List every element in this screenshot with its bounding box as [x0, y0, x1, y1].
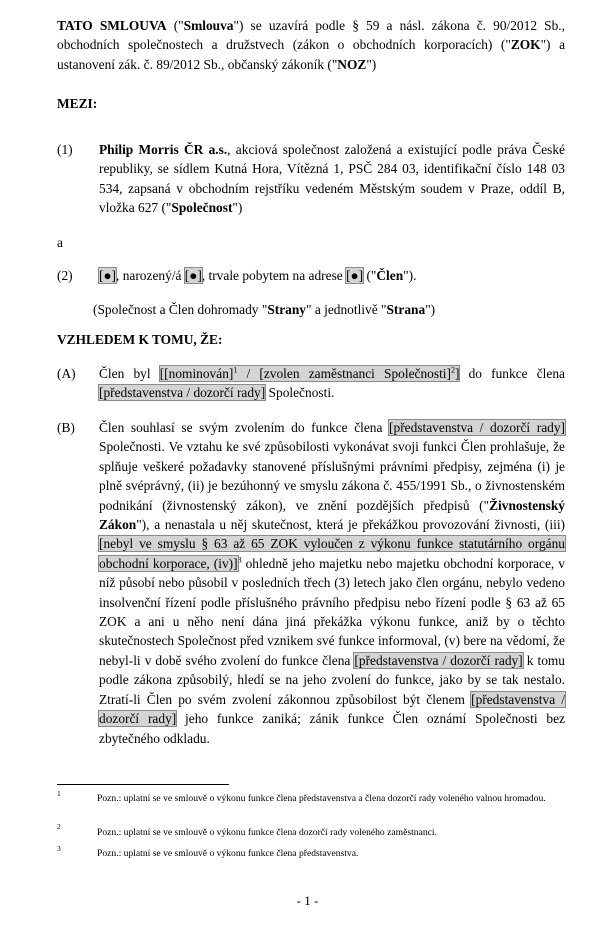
heading-whereas: VZHLEDEM K TOMU, ŽE: [57, 332, 223, 347]
recital-a-number: (A) [57, 366, 76, 381]
option-board-type: [představenstva / dozorčí rady] [354, 652, 523, 668]
footnote-number: 2 [57, 822, 61, 831]
placeholder-address: [●] [346, 268, 364, 283]
recital-b-paragraph: Člen souhlasí se svým zvolením do funkce člena [představenstva / dozorčí rady] Společnosti. Ve vztahu ke své způsobilosti vykonávat svoji funkci Člen prohlašuje, že splňuje veškeré požadavky stanovené příslušnými právními předpisy, zejména (i) je plně svéprávný, (ii) je bezúhonný ve smyslu zákona č. 455/1991 Sb., o živnostenském podnikání (živnostenský zákon), ve znění pozdějších předpisů ("Živnostenský Zákon"), a nenastala u něj skutečnost, která je překážkou provozování živnosti, (iii) [nebyl ve smyslu § 63 až 65 ZOK vyloučen z výkonu funkce statutárního orgánu obchodní korporace, (iv)]$^3$ ohledně jeho majetku nebo majetku obchodní korporace, v níž působí nebo působil v posledních třech (3) letech jako člen orgánu, nebylo vedeno insolvenční řízení podle příslušného právního předpisu nebo řízení podle § 63 až 65 ZOK a ani u něho není dána jiná překážka výkonu funkce, aniž by o těchto skutečnostech Společnost před vznikem své funkce informoval, (v) bere na vědomí, že nebyl-li v době svého zvolení do funkce člena [představenstva / dozorčí rady] k tomu podle zákona způsobilý, hledí se na jeho zvolení do funkce, jako by se tak nestalo. Ztratí-li Člen po svém zvolení zákonnou způsobilost být členem [představenstva / dozorčí rady] jeho funkce zaniká; zánik funkce Člen oznámí Společnosti bez zbytečného odkladu. [99, 420, 566, 746]
placeholder-name: [●] [99, 268, 117, 283]
footnote-ref-1: 1 [233, 365, 238, 375]
footnote-number: 1 [57, 789, 61, 798]
option-board-type: [představenstva / dozorčí rady] [389, 420, 565, 435]
party2-paragraph: [●], narozený/á [●], trvale pobytem na adrese [●] ("Člen"). [99, 268, 417, 283]
party2-number: (2) [57, 268, 73, 283]
defined-term-spolecnost: Společnost [171, 200, 233, 216]
option-board-type: [představenstva / dozorčí rady] [99, 385, 266, 401]
recital-b-number: (B) [57, 420, 75, 435]
option-board-type: [představenstva / dozorčí rady] [99, 691, 566, 727]
footnote-separator [57, 784, 229, 785]
party1-paragraph: Philip Morris ČR a.s., akciová společnost založená a existující podle práva České republiky, se sídlem Kutná Hora, Vítězná 1, PSČ 284 03, identifikační číslo 148 03 534, zapsaná v obchodním rejstříku vedeném Městským soudem v Praze, oddíl B, vložka 627 ("Společnost") [99, 142, 565, 216]
heading-mezi: MEZI: [57, 96, 98, 111]
parties-definition: (Společnost a Člen dohromady "Strany" a jednotlivě "Strana") [93, 302, 436, 317]
option-nominated: [[nominován]$^1$ / [zvolen zaměstnanci Společnosti]$^2$] [159, 365, 460, 381]
defined-term-zivnostensky-zakon: Živnostenský Zákon [99, 497, 565, 533]
conjunction-a: a [57, 235, 63, 250]
party1-number: (1) [57, 142, 73, 157]
recital-a-paragraph: Člen byl [[nominován]$^1$ / [zvolen zaměstnanci Společnosti]$^2$] do funkce člena [představenstva / dozorčí rady] Společnosti. [99, 365, 565, 401]
option-exclusion-clause: [nebyl ve smyslu § 63 až 65 ZOK vyloučen z výkonu funkce statutárního orgánu obchodní korporace, (iv)] [99, 536, 565, 571]
defined-term-zok: ZOK [510, 37, 541, 53]
defined-term-strana: Strana [386, 302, 426, 317]
footnote-text: Pozn.: uplatní se ve smlouvě o výkonu funkce člena představenstva a člena dozorčí rady voleného valnou hromadou. [97, 793, 546, 804]
contract-title: TATO SMLOUVA [57, 18, 167, 33]
footnote-ref-3: 3 [237, 555, 242, 565]
defined-term-strany: Strany [267, 302, 307, 317]
party1-name: Philip Morris ČR a.s. [99, 142, 228, 157]
footnote-text: Pozn.: uplatní se ve smlouvě o výkonu funkce člena dozorčí rady voleného zaměstnanci. [97, 827, 437, 838]
footnote-ref-2: 2 [450, 365, 455, 375]
footnote-text: Pozn.: uplatní se ve smlouvě o výkonu funkce člena představenstva. [97, 848, 359, 859]
defined-term-smlouva: Smlouva [183, 18, 234, 33]
page-number: - 1 - [296, 893, 319, 908]
defined-term-noz: NOZ [337, 56, 367, 72]
placeholder-birthdate: [●] [184, 268, 202, 283]
footnote-number: 3 [57, 844, 61, 853]
defined-term-clen: Člen [376, 268, 404, 283]
intro-paragraph: TATO SMLOUVA ("Smlouva") se uzavírá podle § 59 a násl. zákona č. 90/2012 Sb., obchodních společnostech a družstvech (zákon o obchodních korporacích) ("ZOK") a ustanovení zák. č. 89/2012 Sb., občanský zákoník ("NOZ") [57, 18, 566, 72]
